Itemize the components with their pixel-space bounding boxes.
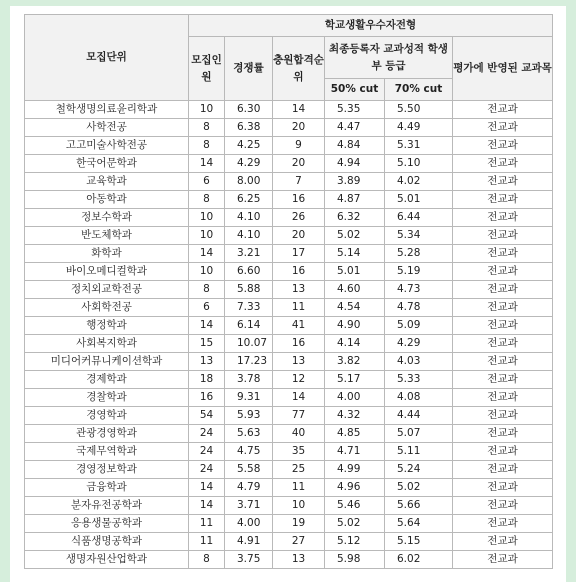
cell-subjects: 전교과 [453, 335, 553, 353]
cell-ratio: 5.93 [225, 407, 273, 425]
cell-quota: 16 [189, 389, 225, 407]
cell-waitlist: 19 [273, 515, 325, 533]
cell-ratio: 9.31 [225, 389, 273, 407]
table-row [25, 245, 553, 263]
cell-unit: 아동학과 [25, 191, 189, 209]
cell-cut50: 4.85 [325, 425, 385, 443]
cell-unit: 금융학과 [25, 479, 189, 497]
cell-unit: 경영정보학과 [25, 461, 189, 479]
cell-cut70: 5.11 [385, 443, 453, 461]
cell-quota: 8 [189, 551, 225, 569]
cell-waitlist: 17 [273, 245, 325, 263]
table-row [25, 479, 553, 497]
table-row [25, 389, 553, 407]
cell-quota: 14 [189, 479, 225, 497]
header-grade: 최종등록자 교과성적 학생부 등급 [325, 37, 453, 79]
cell-cut70: 5.28 [385, 245, 453, 263]
cell-cut50: 4.90 [325, 317, 385, 335]
cell-cut70: 5.31 [385, 137, 453, 155]
table-row [25, 173, 553, 191]
cell-quota: 6 [189, 173, 225, 191]
cell-cut70: 5.34 [385, 227, 453, 245]
cell-cut50: 4.96 [325, 479, 385, 497]
header-quota: 모집인원 [189, 37, 225, 101]
cell-subjects: 전교과 [453, 245, 553, 263]
cell-quota: 24 [189, 443, 225, 461]
cell-ratio: 4.25 [225, 137, 273, 155]
cell-waitlist: 20 [273, 227, 325, 245]
cell-cut70: 4.08 [385, 389, 453, 407]
table-row [25, 137, 553, 155]
cell-waitlist: 77 [273, 407, 325, 425]
cell-waitlist: 13 [273, 551, 325, 569]
cell-ratio: 8.00 [225, 173, 273, 191]
cell-cut50: 6.32 [325, 209, 385, 227]
admissions-table [24, 14, 553, 569]
cell-cut70: 5.66 [385, 497, 453, 515]
cell-cut70: 4.73 [385, 281, 453, 299]
cell-cut50: 4.32 [325, 407, 385, 425]
cell-unit: 철학생명의료윤리학과 [25, 101, 189, 119]
table-row [25, 227, 553, 245]
cell-cut50: 4.94 [325, 155, 385, 173]
cell-ratio: 17.23 [225, 353, 273, 371]
cell-cut50: 3.89 [325, 173, 385, 191]
cell-unit: 바이오메디컬학과 [25, 263, 189, 281]
cell-cut50: 4.54 [325, 299, 385, 317]
cell-unit: 고고미술사학전공 [25, 137, 189, 155]
cell-unit: 생명자원산업학과 [25, 551, 189, 569]
table-row [25, 335, 553, 353]
cell-subjects: 전교과 [453, 353, 553, 371]
cell-cut70: 5.19 [385, 263, 453, 281]
cell-cut50: 4.47 [325, 119, 385, 137]
table-row [25, 443, 553, 461]
cell-cut70: 5.64 [385, 515, 453, 533]
cell-waitlist: 20 [273, 155, 325, 173]
cell-quota: 18 [189, 371, 225, 389]
cell-cut50: 4.71 [325, 443, 385, 461]
cell-unit: 경찰학과 [25, 389, 189, 407]
cell-subjects: 전교과 [453, 533, 553, 551]
cell-subjects: 전교과 [453, 389, 553, 407]
table-row [25, 191, 553, 209]
header-unit: 모집단위 [25, 15, 189, 101]
cell-cut70: 4.49 [385, 119, 453, 137]
cell-ratio: 7.33 [225, 299, 273, 317]
cell-subjects: 전교과 [453, 281, 553, 299]
cell-unit: 분자유전공학과 [25, 497, 189, 515]
cell-unit: 정보수학과 [25, 209, 189, 227]
cell-cut70: 4.44 [385, 407, 453, 425]
cell-cut50: 5.01 [325, 263, 385, 281]
cell-waitlist: 16 [273, 263, 325, 281]
cell-cut50: 4.87 [325, 191, 385, 209]
table-row [25, 461, 553, 479]
cell-waitlist: 35 [273, 443, 325, 461]
cell-waitlist: 10 [273, 497, 325, 515]
cell-subjects: 전교과 [453, 191, 553, 209]
cell-unit: 한국어문학과 [25, 155, 189, 173]
cell-quota: 11 [189, 533, 225, 551]
cell-waitlist: 26 [273, 209, 325, 227]
cell-subjects: 전교과 [453, 497, 553, 515]
cell-ratio: 6.25 [225, 191, 273, 209]
header-waitlist: 충원합격순위 [273, 37, 325, 101]
cell-cut70: 6.44 [385, 209, 453, 227]
cell-quota: 10 [189, 263, 225, 281]
cell-ratio: 4.10 [225, 227, 273, 245]
cell-cut70: 4.03 [385, 353, 453, 371]
cell-subjects: 전교과 [453, 371, 553, 389]
cell-ratio: 4.79 [225, 479, 273, 497]
cell-cut50: 5.46 [325, 497, 385, 515]
cell-waitlist: 41 [273, 317, 325, 335]
table-row [25, 119, 553, 137]
cell-waitlist: 14 [273, 389, 325, 407]
cell-ratio: 4.29 [225, 155, 273, 173]
cell-ratio: 4.00 [225, 515, 273, 533]
cell-quota: 14 [189, 497, 225, 515]
cell-cut70: 4.02 [385, 173, 453, 191]
cell-cut50: 4.84 [325, 137, 385, 155]
table-row [25, 299, 553, 317]
cell-subjects: 전교과 [453, 461, 553, 479]
cell-unit: 행정학과 [25, 317, 189, 335]
cell-subjects: 전교과 [453, 155, 553, 173]
cell-unit: 사회복지학과 [25, 335, 189, 353]
cell-quota: 14 [189, 317, 225, 335]
cell-waitlist: 13 [273, 281, 325, 299]
cell-cut50: 4.99 [325, 461, 385, 479]
cell-unit: 화학과 [25, 245, 189, 263]
cell-subjects: 전교과 [453, 227, 553, 245]
cell-subjects: 전교과 [453, 137, 553, 155]
cell-quota: 14 [189, 155, 225, 173]
header-ratio: 경쟁률 [225, 37, 273, 101]
cell-ratio: 6.14 [225, 317, 273, 335]
cell-cut70: 5.01 [385, 191, 453, 209]
cell-unit: 식품생명공학과 [25, 533, 189, 551]
header-subjects: 평가에 반영된 교과목 [453, 37, 553, 101]
cell-cut70: 5.10 [385, 155, 453, 173]
cell-waitlist: 13 [273, 353, 325, 371]
cell-ratio: 5.63 [225, 425, 273, 443]
cell-ratio: 4.75 [225, 443, 273, 461]
table-row [25, 353, 553, 371]
cell-subjects: 전교과 [453, 101, 553, 119]
cell-cut50: 4.00 [325, 389, 385, 407]
table-row [25, 533, 553, 551]
cell-cut70: 4.29 [385, 335, 453, 353]
cell-cut70: 5.07 [385, 425, 453, 443]
cell-waitlist: 11 [273, 299, 325, 317]
cell-subjects: 전교과 [453, 407, 553, 425]
cell-ratio: 4.10 [225, 209, 273, 227]
cell-unit: 사회학전공 [25, 299, 189, 317]
cell-quota: 24 [189, 461, 225, 479]
cell-cut70: 4.78 [385, 299, 453, 317]
cell-ratio: 6.38 [225, 119, 273, 137]
table-row [25, 425, 553, 443]
table-row [25, 317, 553, 335]
cell-quota: 11 [189, 515, 225, 533]
cell-cut50: 5.98 [325, 551, 385, 569]
cell-waitlist: 20 [273, 119, 325, 137]
table-body [25, 101, 553, 569]
cell-waitlist: 40 [273, 425, 325, 443]
cell-subjects: 전교과 [453, 119, 553, 137]
cell-subjects: 전교과 [453, 515, 553, 533]
table-row [25, 497, 553, 515]
cell-cut50: 3.82 [325, 353, 385, 371]
cell-quota: 8 [189, 137, 225, 155]
header-group: 학교생활우수자전형 [189, 15, 553, 37]
cell-subjects: 전교과 [453, 317, 553, 335]
cell-ratio: 3.71 [225, 497, 273, 515]
cell-ratio: 6.60 [225, 263, 273, 281]
cell-unit: 응용생물공학과 [25, 515, 189, 533]
cell-unit: 관광경영학과 [25, 425, 189, 443]
cell-quota: 10 [189, 209, 225, 227]
cell-subjects: 전교과 [453, 173, 553, 191]
cell-unit: 경영학과 [25, 407, 189, 425]
cell-unit: 사학전공 [25, 119, 189, 137]
cell-waitlist: 25 [273, 461, 325, 479]
cell-waitlist: 16 [273, 335, 325, 353]
cell-quota: 14 [189, 245, 225, 263]
cell-cut50: 5.02 [325, 227, 385, 245]
cell-subjects: 전교과 [453, 425, 553, 443]
table-row [25, 263, 553, 281]
cell-ratio: 3.21 [225, 245, 273, 263]
table-row [25, 209, 553, 227]
cell-subjects: 전교과 [453, 299, 553, 317]
cell-quota: 13 [189, 353, 225, 371]
cell-subjects: 전교과 [453, 263, 553, 281]
cell-waitlist: 14 [273, 101, 325, 119]
cell-quota: 24 [189, 425, 225, 443]
table-row [25, 515, 553, 533]
header-cut70: 70% cut [385, 79, 453, 101]
cell-subjects: 전교과 [453, 443, 553, 461]
cell-ratio: 5.58 [225, 461, 273, 479]
cell-unit: 경제학과 [25, 371, 189, 389]
cell-ratio: 6.30 [225, 101, 273, 119]
cell-cut50: 4.60 [325, 281, 385, 299]
header-cut50: 50% cut [325, 79, 385, 101]
cell-cut70: 5.15 [385, 533, 453, 551]
table-row [25, 371, 553, 389]
cell-quota: 15 [189, 335, 225, 353]
cell-cut70: 5.50 [385, 101, 453, 119]
cell-cut50: 5.12 [325, 533, 385, 551]
cell-ratio: 5.88 [225, 281, 273, 299]
cell-waitlist: 16 [273, 191, 325, 209]
cell-subjects: 전교과 [453, 479, 553, 497]
cell-subjects: 전교과 [453, 209, 553, 227]
cell-cut50: 5.14 [325, 245, 385, 263]
cell-quota: 54 [189, 407, 225, 425]
cell-unit: 교육학과 [25, 173, 189, 191]
cell-unit: 국제무역학과 [25, 443, 189, 461]
table-row [25, 551, 553, 569]
cell-quota: 8 [189, 119, 225, 137]
cell-ratio: 4.91 [225, 533, 273, 551]
cell-unit: 정치외교학전공 [25, 281, 189, 299]
cell-quota: 6 [189, 299, 225, 317]
cell-waitlist: 9 [273, 137, 325, 155]
cell-cut70: 5.33 [385, 371, 453, 389]
cell-quota: 10 [189, 227, 225, 245]
cell-quota: 10 [189, 101, 225, 119]
cell-quota: 8 [189, 191, 225, 209]
cell-waitlist: 27 [273, 533, 325, 551]
cell-cut50: 5.35 [325, 101, 385, 119]
cell-ratio: 3.75 [225, 551, 273, 569]
table-row [25, 101, 553, 119]
cell-waitlist: 12 [273, 371, 325, 389]
cell-cut50: 5.17 [325, 371, 385, 389]
cell-cut50: 5.02 [325, 515, 385, 533]
cell-cut70: 5.24 [385, 461, 453, 479]
cell-cut70: 5.09 [385, 317, 453, 335]
cell-cut50: 4.14 [325, 335, 385, 353]
cell-cut70: 5.02 [385, 479, 453, 497]
cell-waitlist: 11 [273, 479, 325, 497]
cell-ratio: 10.07 [225, 335, 273, 353]
table-row [25, 407, 553, 425]
cell-unit: 미디어커뮤니케이션학과 [25, 353, 189, 371]
cell-subjects: 전교과 [453, 551, 553, 569]
cell-quota: 8 [189, 281, 225, 299]
cell-ratio: 3.78 [225, 371, 273, 389]
cell-unit: 반도체학과 [25, 227, 189, 245]
document-page [10, 6, 566, 582]
cell-waitlist: 7 [273, 173, 325, 191]
table-row [25, 281, 553, 299]
table-row [25, 155, 553, 173]
cell-cut70: 6.02 [385, 551, 453, 569]
